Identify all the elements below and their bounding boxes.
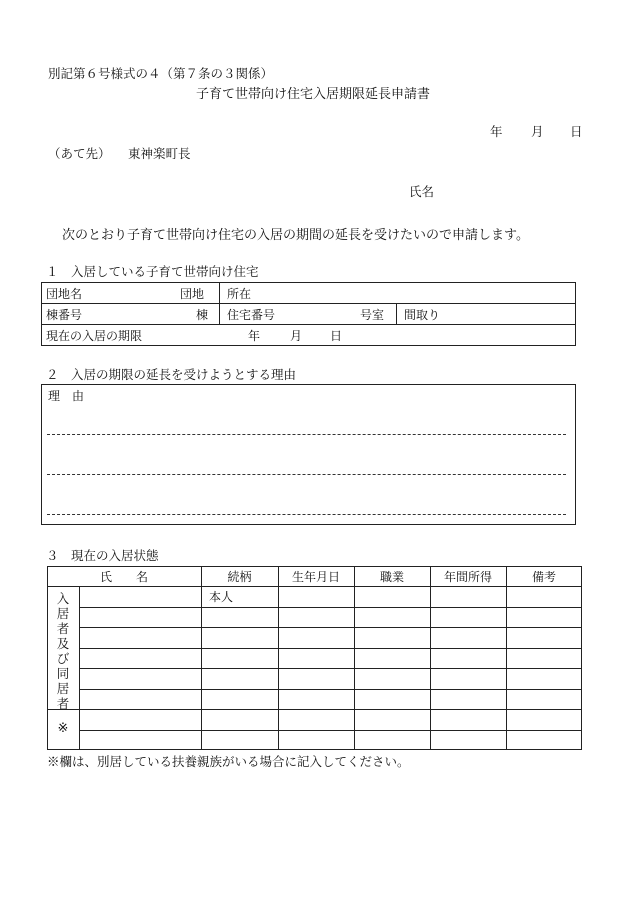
- applicant-name-label: 氏名: [409, 184, 435, 199]
- unit-suffix: 号室: [360, 308, 385, 322]
- col-header-relation: 続柄: [227, 570, 252, 584]
- intro-text: 次のとおり子育て世帯向け住宅の入居の期間の延長を受けたいので申請します。: [62, 228, 529, 243]
- date-year: 年: [490, 124, 503, 139]
- addressee: 東神楽町長: [128, 146, 191, 161]
- col-header-birthdate: 生年月日: [291, 570, 340, 584]
- col-divider: [201, 566, 202, 750]
- form-reference: 別記第６号様式の４（第７条の３関係）: [48, 66, 274, 81]
- col-divider: [79, 586, 80, 750]
- side-label-note: ※: [57, 721, 69, 736]
- residence-row-divider: [41, 324, 576, 325]
- date-month: 月: [531, 124, 544, 139]
- col-divider: [506, 566, 507, 750]
- header-divider: [47, 586, 582, 587]
- period-year: 年: [248, 329, 261, 343]
- complex-suffix: 団地: [180, 287, 205, 301]
- residents-table: [47, 566, 582, 750]
- section2-heading: ２ 入居の期限の延長を受けようとする理由: [46, 367, 297, 382]
- building-suffix: 棟: [196, 308, 209, 322]
- location-label: 所在: [227, 287, 252, 301]
- residence-col-divider: [396, 303, 397, 324]
- current-period-label: 現在の入居の期限: [46, 329, 143, 343]
- date-day: 日: [570, 124, 583, 139]
- col-header-remarks: 備考: [531, 570, 556, 584]
- reason-line: [47, 434, 566, 435]
- col-header-name: 氏 名: [99, 570, 148, 584]
- section1-heading: １ 入居している子育て世帯向け住宅: [46, 264, 259, 279]
- building-number-label: 棟番号: [46, 308, 83, 322]
- reason-box[interactable]: [41, 384, 576, 525]
- side-label-residents: 入 居 者 及 び 同 居 者: [56, 591, 70, 711]
- col-header-occupation: 職業: [379, 570, 404, 584]
- section3-heading: ３ 現在の入居状態: [46, 548, 159, 563]
- footnote: ※欄は、別居している扶養親族がいる場合に記入してください。: [47, 754, 410, 769]
- col-header-annual-income: 年間所得: [443, 570, 492, 584]
- floor-plan-label: 間取り: [404, 308, 441, 322]
- form-title: 子育て世帯向け住宅入居期限延長申請書: [196, 87, 431, 102]
- relation-self: 本人: [209, 590, 234, 604]
- residence-col-divider: [219, 282, 220, 324]
- col-divider: [278, 566, 279, 750]
- period-day: 日: [330, 329, 343, 343]
- reason-line: [47, 514, 566, 515]
- residence-row-divider: [41, 303, 576, 304]
- col-divider: [354, 566, 355, 750]
- unit-number-label: 住宅番号: [227, 308, 276, 322]
- period-month: 月: [290, 329, 303, 343]
- section-divider: [47, 709, 582, 710]
- reason-label: 理 由: [48, 389, 85, 403]
- reason-line: [47, 474, 566, 475]
- addressee-label: （あて先）: [48, 146, 111, 161]
- complex-name-label: 団地名: [46, 287, 83, 301]
- col-divider: [430, 566, 431, 750]
